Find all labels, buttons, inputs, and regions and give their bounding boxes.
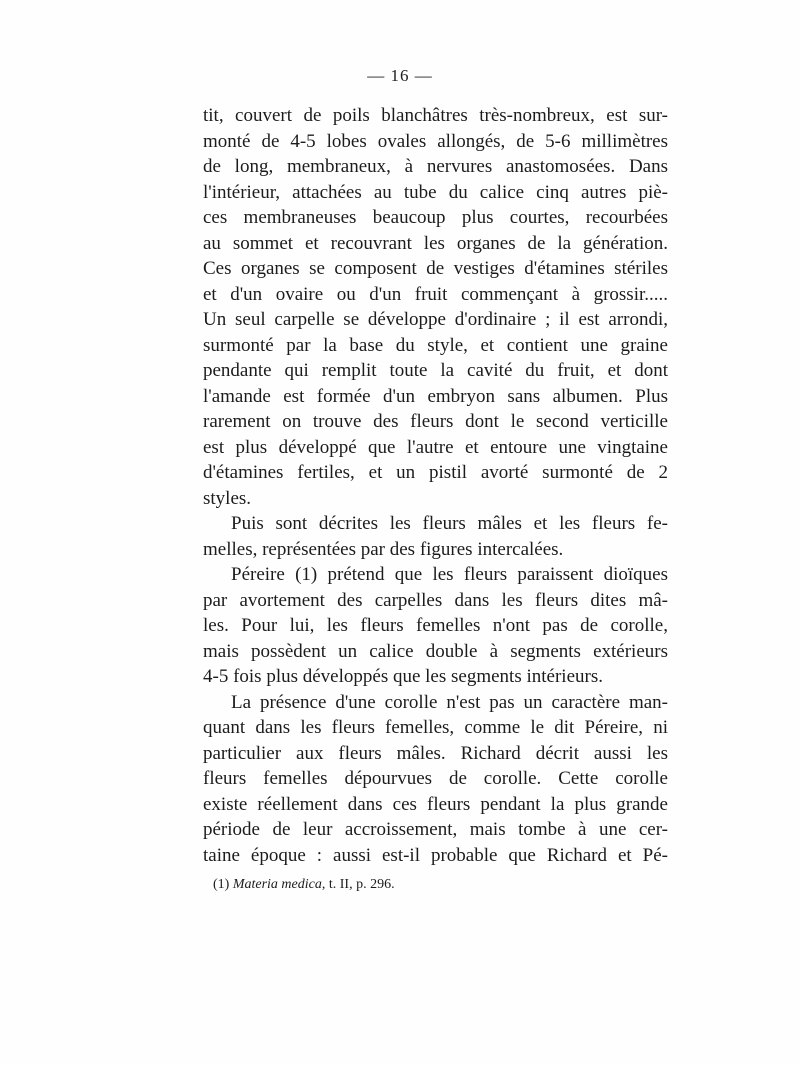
text-line: Ces organes se composent de vestiges d'étamines stériles	[203, 258, 668, 279]
text-line: par avortement des carpelles dans les fleurs dites mâ-	[203, 589, 668, 611]
footnote-title: Materia medica	[232, 877, 322, 892]
text-line: les. Pour lui, les fleurs femelles n'ont pas de corolle,	[203, 615, 668, 636]
text-line: La présence d'une corolle n'est pas un caractère man-	[231, 691, 668, 713]
text-line: styles.	[203, 487, 252, 509]
text-line: au sommet et recouvrant les organes de la génération.	[203, 232, 668, 254]
text-line: 4-5 fois plus développés que les segments intérieurs.	[203, 666, 603, 687]
text-line: melles, représentées par des figures intercalées.	[203, 538, 564, 560]
footnote	[213, 876, 395, 894]
page-number: — 16 —	[367, 66, 433, 85]
text-line: fleurs femelles dépourvues de corolle. Cette corolle	[203, 768, 668, 789]
text-line: particulier aux fleurs mâles. Richard décrit aussi les	[203, 742, 668, 764]
text-line: taine époque : aussi est-il probable que Richard et Pé-	[203, 844, 668, 866]
text-line: l'amande est formée d'un embryon sans albumen. Plus	[203, 385, 668, 407]
text-line: Un seul carpelle se développe d'ordinaire ; il est arrondi,	[203, 309, 668, 330]
text-line: d'étamines fertiles, et un pistil avorté surmonté de 2	[203, 462, 668, 483]
text-line: pendante qui remplit toute la cavité du fruit, et dont	[203, 360, 668, 381]
text-line: existe réellement dans ces fleurs pendant la plus grande	[203, 793, 668, 815]
text-line: monté de 4-5 lobes ovales allongés, de 5-6 millimètres	[203, 130, 668, 152]
text-line: est plus développé que l'autre et entoure une vingtaine	[203, 436, 668, 458]
footnote-number: (1)	[213, 877, 233, 892]
footnote-reference: , t. II, p. 296.	[321, 877, 395, 892]
text-line: mais possèdent un calice double à segments extérieurs	[203, 640, 668, 662]
text-line: rarement on trouve des fleurs dont le second verticille	[203, 411, 668, 432]
text-line: surmonté par la base du style, et contient une graine	[203, 334, 668, 356]
text-line: ces membraneuses beaucoup plus courtes, recourbées	[203, 207, 668, 228]
text-line: Péreire (1) prétend que les fleurs paraissent dioïques	[231, 564, 668, 585]
text-line: de long, membraneux, à nervures anastomosées. Dans	[203, 156, 668, 177]
body-text	[203, 103, 668, 868]
text-line: quant dans les fleurs femelles, comme le dit Péreire, ni	[203, 717, 668, 738]
text-line: tit, couvert de poils blanchâtres très-nombreux, est sur-	[203, 105, 668, 126]
text-line: Puis sont décrites les fleurs mâles et les fleurs fe-	[231, 513, 668, 534]
text-line: période de leur accroissement, mais tombe à une cer-	[203, 819, 668, 840]
text-line: l'intérieur, attachées au tube du calice cinq autres piè-	[203, 181, 668, 203]
text-line: et d'un ovaire ou d'un fruit commençant à grossir.....	[203, 283, 668, 305]
